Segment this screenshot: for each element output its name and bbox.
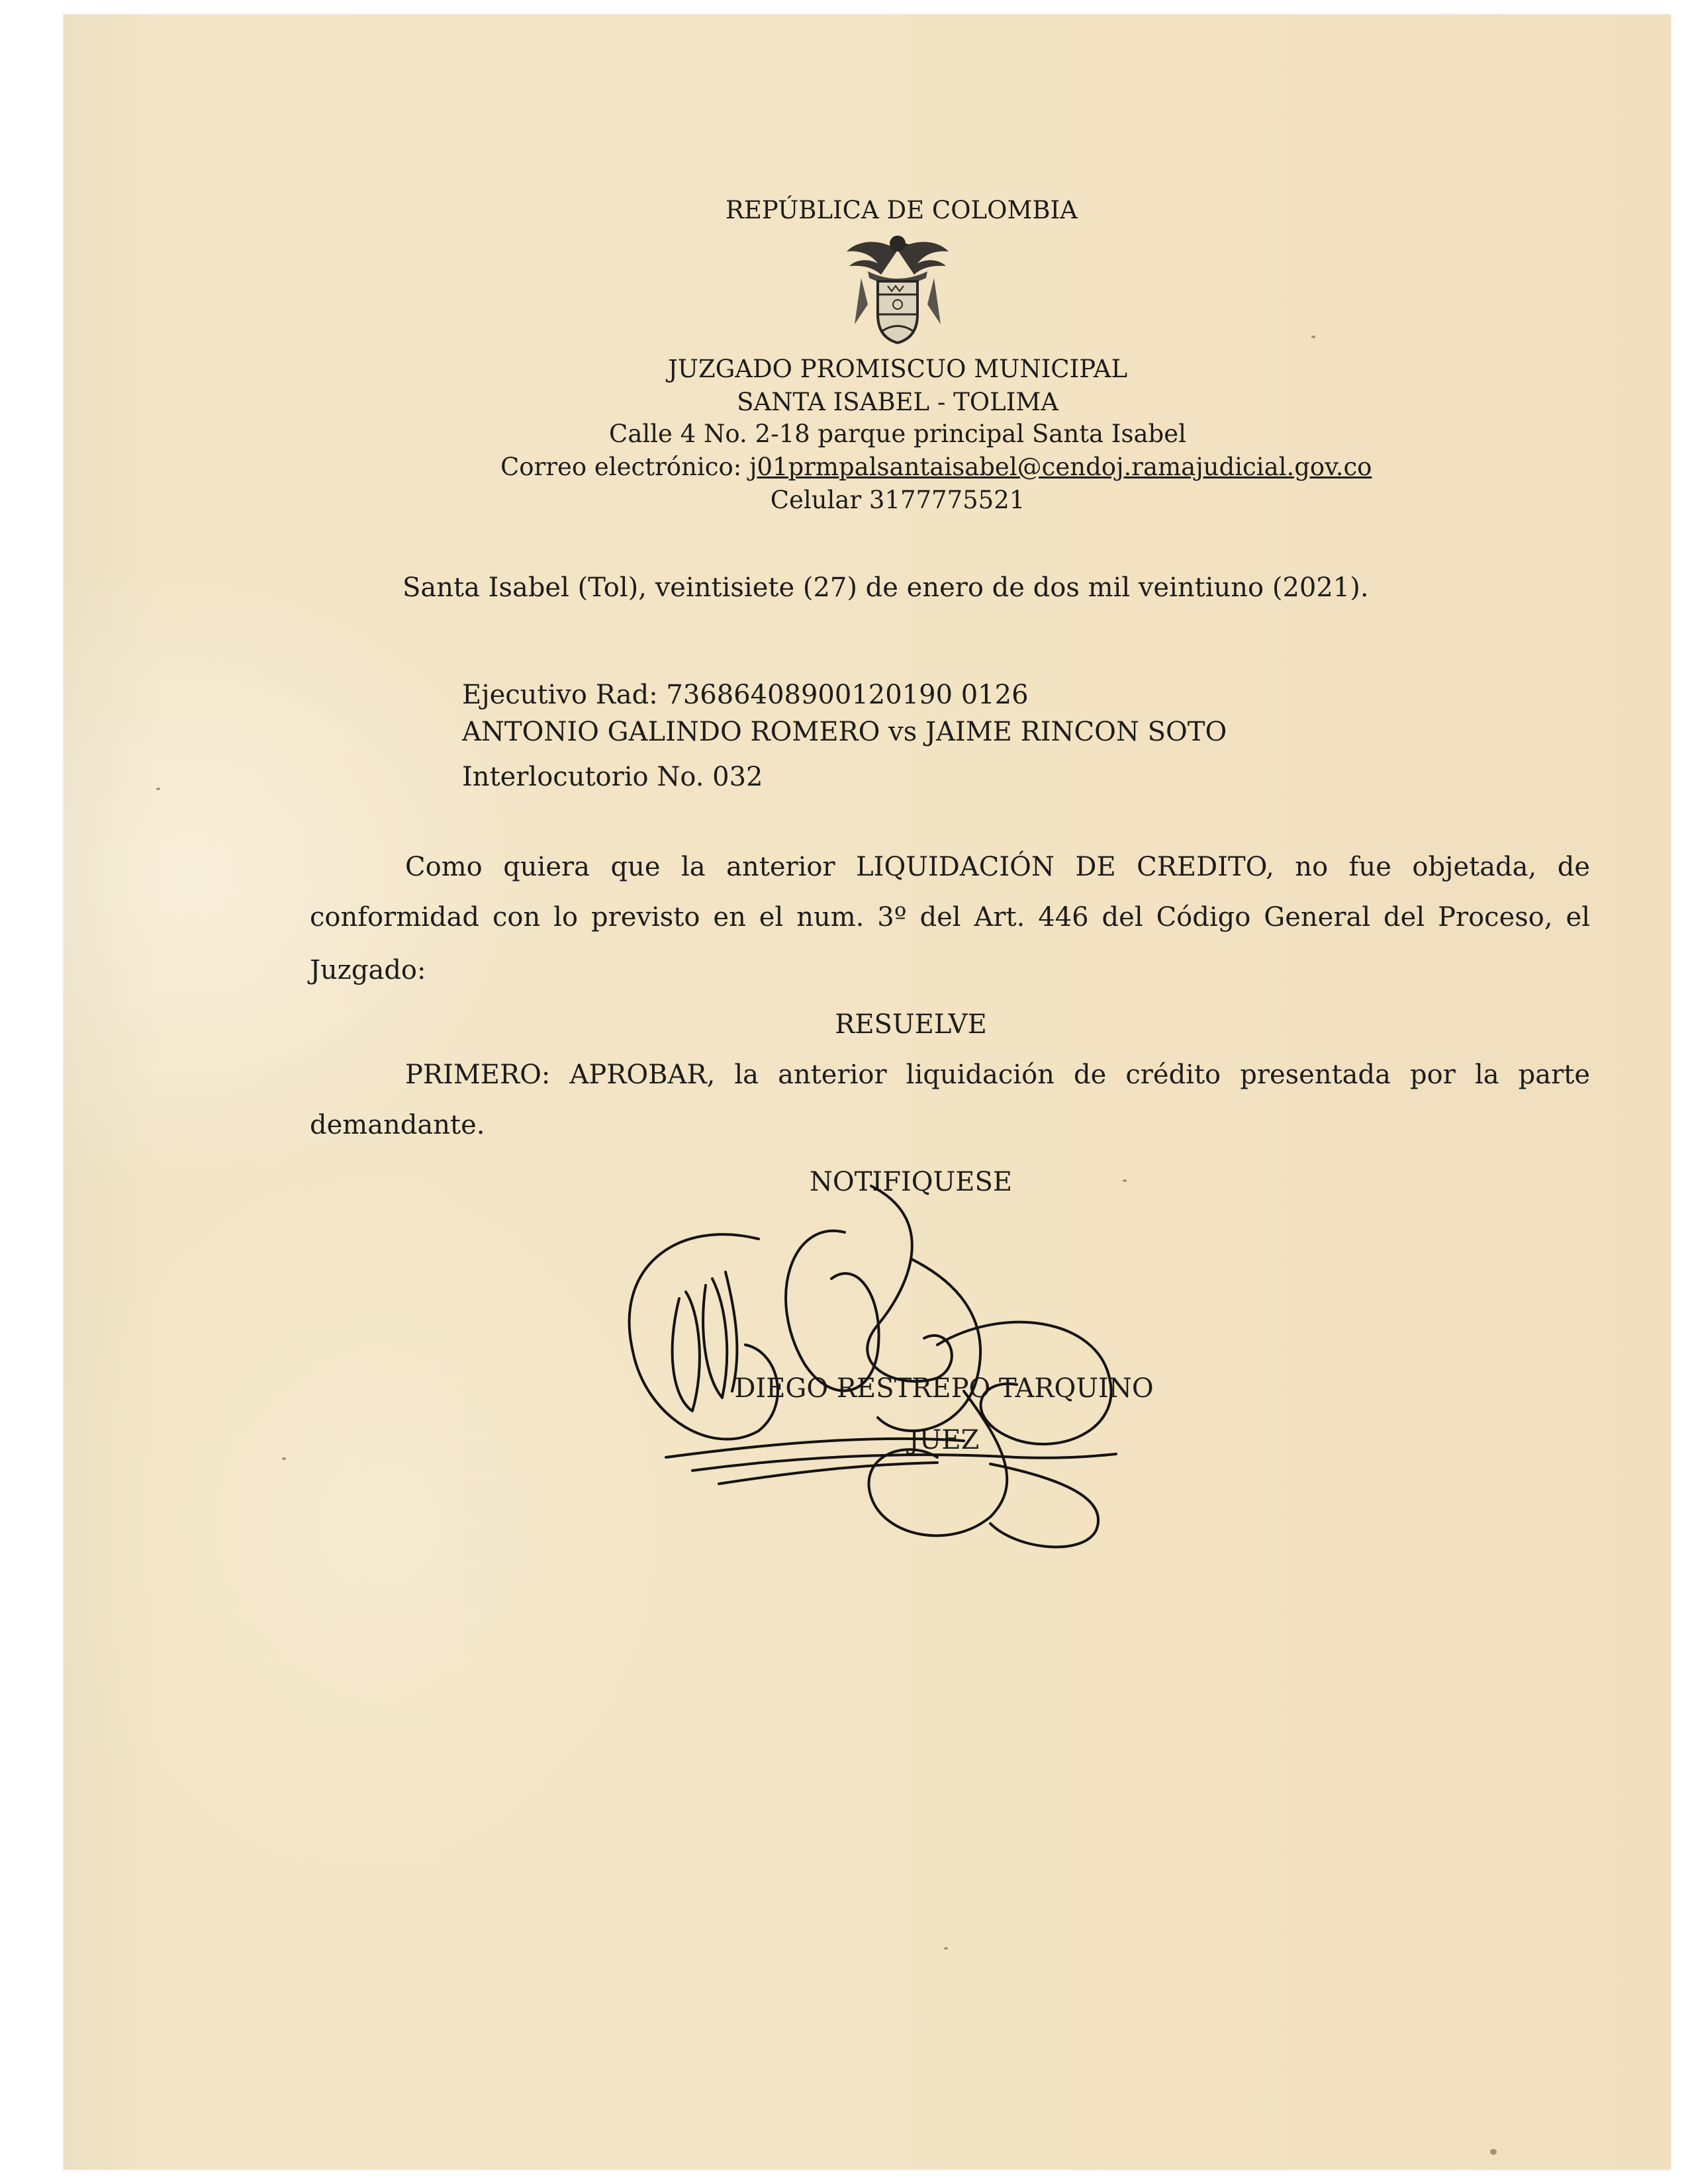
email-link[interactable]: j01prmpalsantaisabel@cendoj.ramajudicial.gov.co xyxy=(749,453,1372,481)
document-page xyxy=(64,15,1671,2169)
body-line-2: conformidad con lo previsto en el num. 3º del Art. 446 del Código General del Proceso, el xyxy=(310,902,1590,933)
case-parties: ANTONIO GALINDO ROMERO vs JAIME RINCON SOTO xyxy=(462,717,1227,747)
judge-name: DIEGO RESTREPO TARQUINO xyxy=(734,1373,1154,1404)
case-radicado: Ejecutivo Rad: 73686408900120190 0126 xyxy=(462,680,1029,710)
paper-speck xyxy=(1311,336,1315,338)
resuelve-heading: RESUELVE xyxy=(835,1009,987,1040)
email-label: Correo electrónico: xyxy=(500,453,749,481)
colombia-coat-of-arms-icon xyxy=(841,225,954,347)
judge-title: JUEZ xyxy=(908,1425,980,1455)
court-name: JUZGADO PROMISCUO MUNICIPAL xyxy=(667,355,1128,383)
paper-speck xyxy=(1490,2149,1497,2155)
body-line-3: Juzgado: xyxy=(310,955,426,985)
body-line-1: Como quiera que la anterior LIQUIDACIÓN DE CREDITO, no fue objetada, de xyxy=(405,852,1590,882)
handwritten-signature-icon xyxy=(593,1179,1162,1563)
court-city: SANTA ISABEL - TOLIMA xyxy=(737,388,1058,416)
primero-line-2: demandante. xyxy=(310,1110,485,1140)
country-heading: REPÚBLICA DE COLOMBIA xyxy=(726,196,1078,224)
date-line: Santa Isabel (Tol), veintisiete (27) de enero de dos mil veintiuno (2021). xyxy=(402,572,1369,603)
paper-speck xyxy=(156,788,160,790)
case-interlocutorio: Interlocutorio No. 032 xyxy=(462,762,763,792)
notifiquese-heading: NOTIFIQUESE xyxy=(809,1167,1013,1197)
paper-speck xyxy=(282,1457,286,1460)
paper-speck xyxy=(1123,1179,1127,1182)
court-address: Calle 4 No. 2-18 parque principal Santa Isabel xyxy=(609,420,1186,448)
paper-speck xyxy=(944,1947,948,1950)
primero-line-1: PRIMERO: APROBAR, la anterior liquidación de crédito presentada por la parte xyxy=(405,1060,1590,1090)
court-email-line xyxy=(500,451,1372,483)
court-phone: Celular 3177775521 xyxy=(770,486,1025,514)
